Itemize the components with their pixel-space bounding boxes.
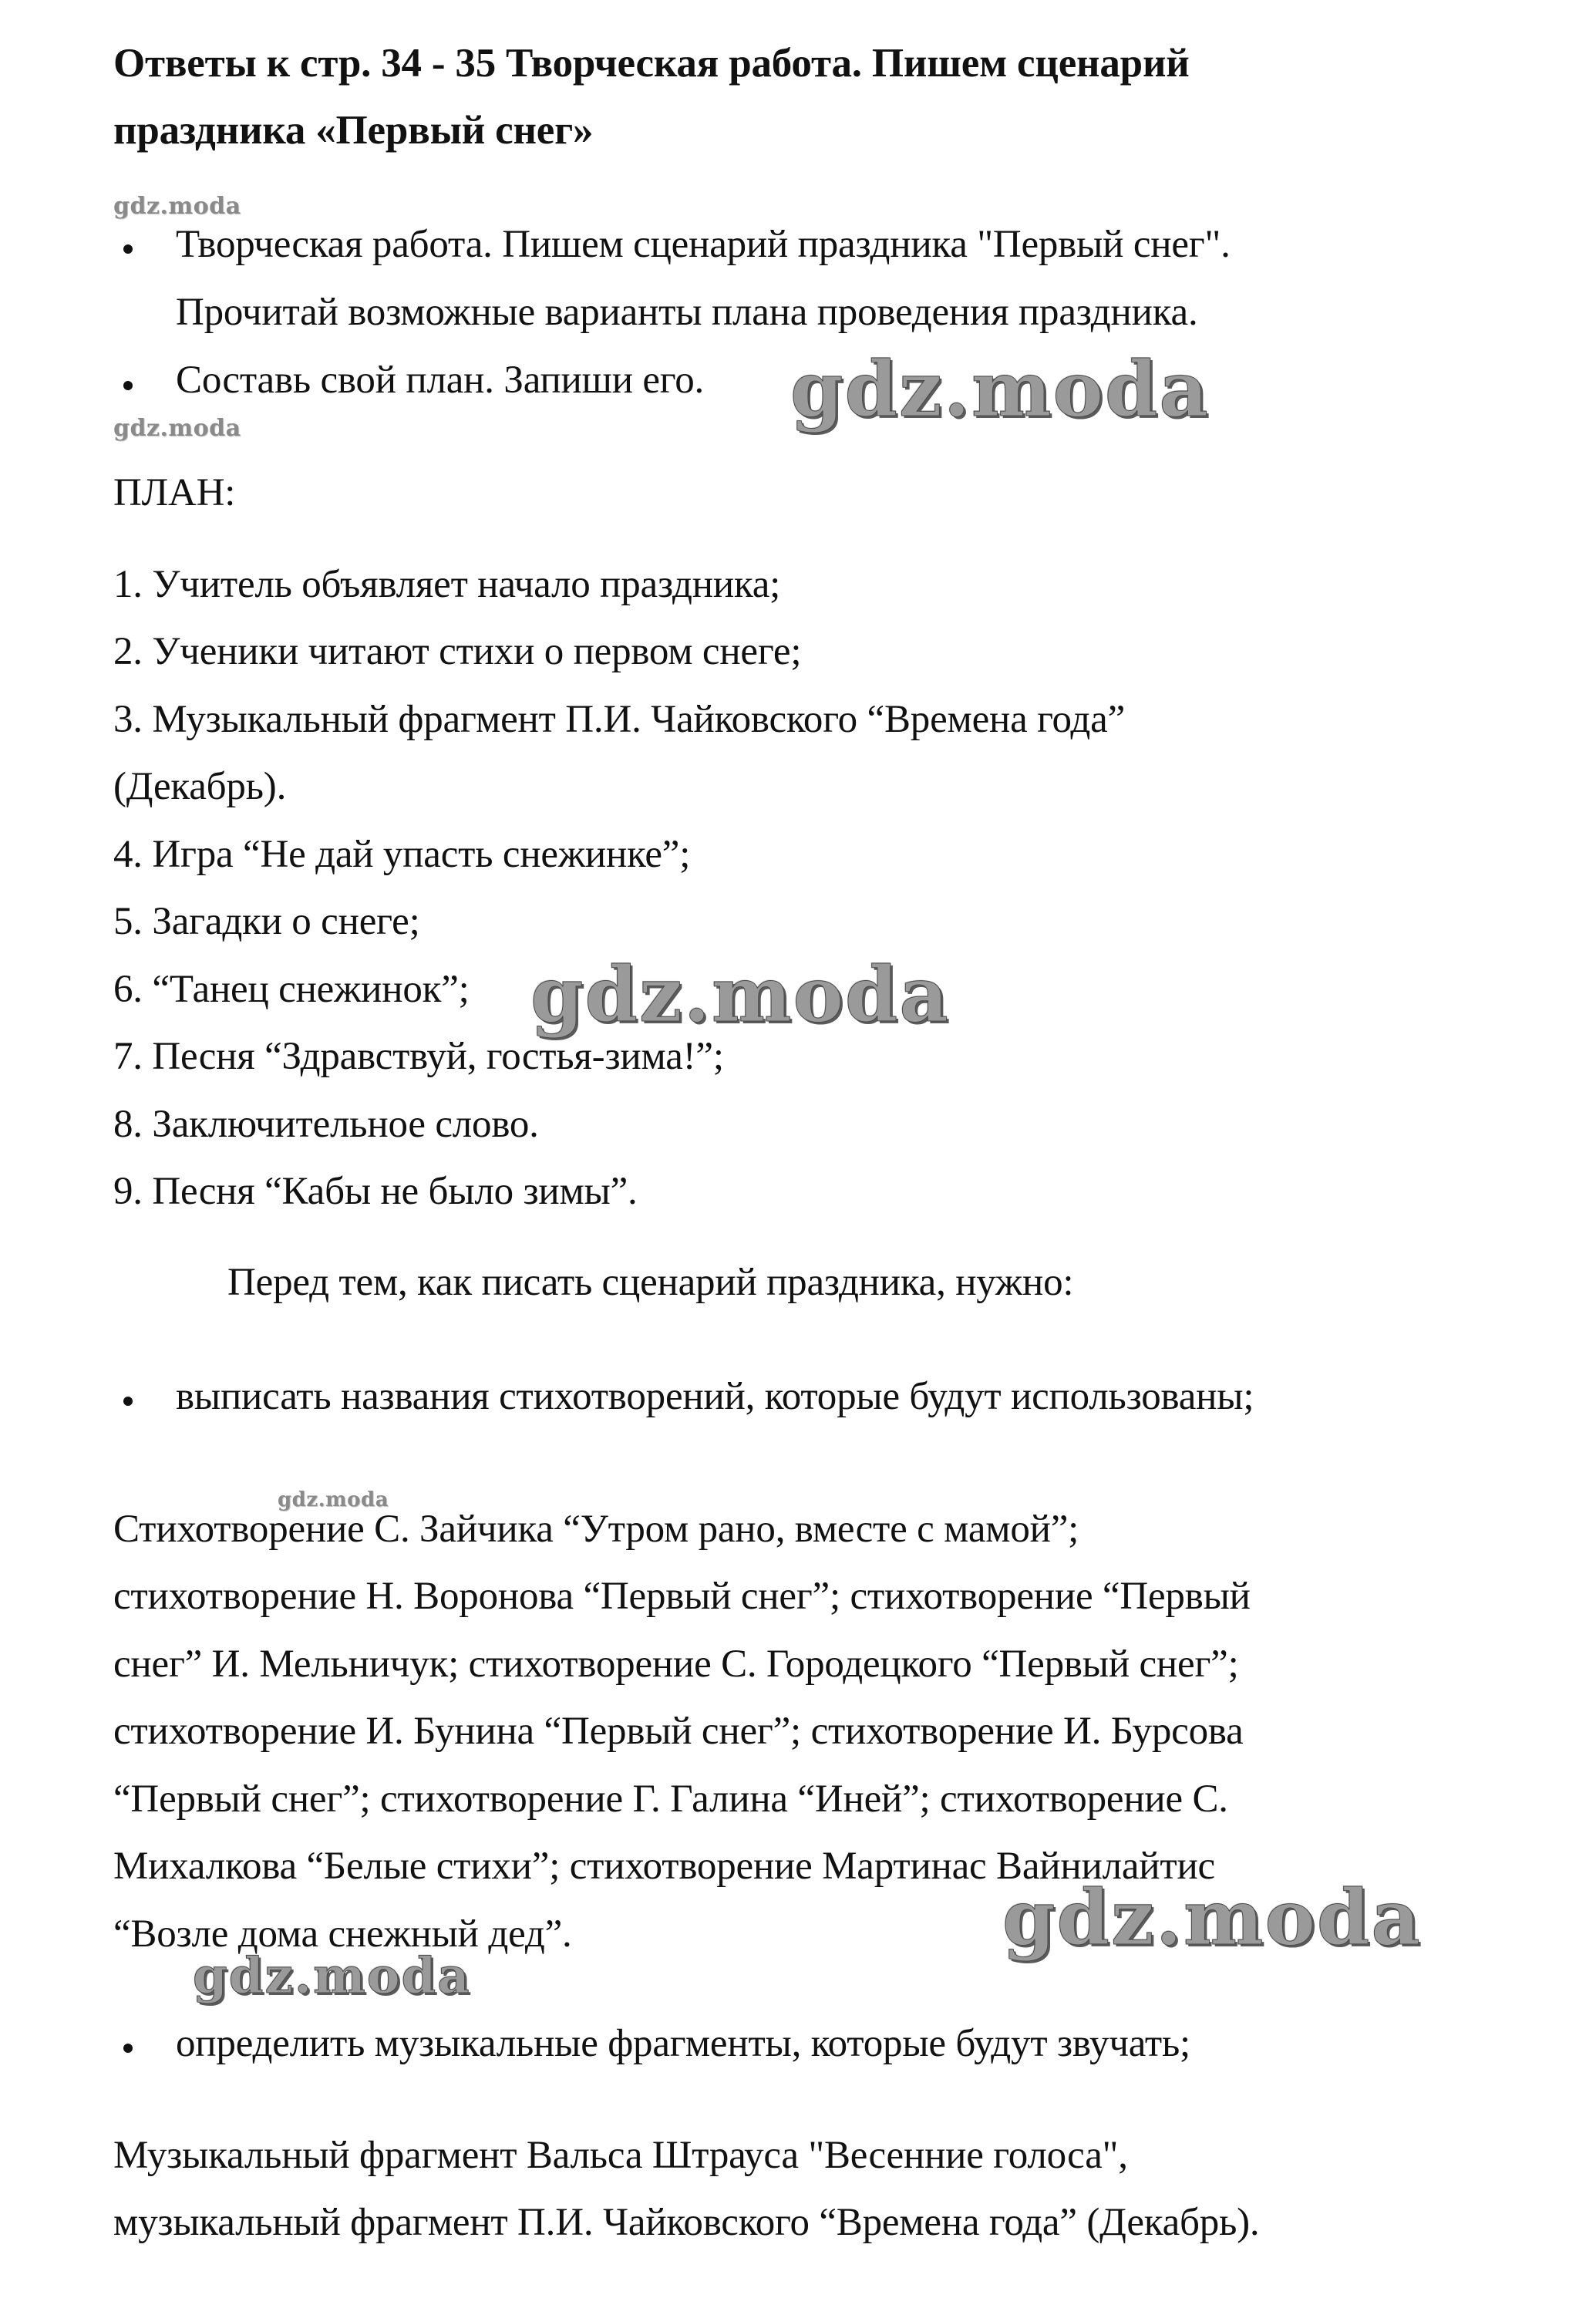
watermark-large: gdz.moda — [1002, 1874, 1422, 1963]
bullet-dot — [123, 244, 133, 254]
music-line: музыкальный фрагмент П.И. Чайковского “Времена года” (Декабрь). — [113, 2201, 1260, 2244]
bullet-dot — [123, 381, 133, 390]
plan-item: 2. Ученики читают стихи о первом снеге; — [113, 630, 802, 673]
plan-heading: ПЛАН: — [113, 471, 236, 514]
plan-item: (Декабрь). — [113, 765, 287, 808]
music-line: Музыкальный фрагмент Вальса Штрауса "Весенние голоса", — [113, 2134, 1128, 2177]
watermark-large: gdz.moda — [530, 951, 950, 1040]
plan-item: 8. Заключительное слово. — [113, 1103, 539, 1146]
watermark-medium: gdz.moda — [193, 1947, 471, 2005]
watermark-small: gdz.moda — [278, 1488, 389, 1511]
watermark-small: gdz.moda — [113, 193, 241, 220]
plan-item: 3. Музыкальный фрагмент П.И. Чайковского “Времена года” — [113, 698, 1126, 741]
poems-line: стихотворение И. Бунина “Первый снег”; стихотворение И. Бурсова — [113, 1710, 1244, 1753]
bullet-dot — [123, 1397, 133, 1406]
intro-bullet-1-line-2: Прочитай возможные варианты плана проведения праздника. — [176, 291, 1198, 334]
plan-item: 4. Игра “Не дай упасть снежинке”; — [113, 833, 691, 876]
poems-line: Михалкова “Белые стихи”; стихотворение Мартинас Вайнилайтис — [113, 1845, 1215, 1888]
plan-item: 5. Загадки о снеге; — [113, 900, 420, 943]
watermark-large: gdz.moda — [790, 345, 1210, 434]
poems-line: стихотворение Н. Воронова “Первый снег”; стихотворение “Первый — [113, 1575, 1251, 1618]
poems-line: Стихотворение С. Зайчика “Утром рано, вместе с мамой”; — [113, 1508, 1079, 1551]
music-bullet: определить музыкальные фрагменты, которые будут звучать; — [176, 2022, 1191, 2065]
page-title-line-2: праздника «Первый снег» — [113, 108, 594, 153]
plan-item: 7. Песня “Здравствуй, гостья-зима!”; — [113, 1035, 724, 1078]
intro-bullet-1-line-1: Творческая работа. Пишем сценарий праздника "Первый снег". — [176, 223, 1231, 266]
plan-item: 6. “Танец снежинок”; — [113, 968, 470, 1011]
bullet-dot — [123, 2044, 133, 2053]
page-title-line-1: Ответы к стр. 34 - 35 Творческая работа. Пишем сценарий — [113, 41, 1190, 86]
poems-line: снег” И. Мельничук; стихотворение С. Городецкого “Первый снег”; — [113, 1643, 1239, 1686]
before-writing-text: Перед тем, как писать сценарий праздника, нужно: — [227, 1261, 1074, 1304]
poems-line: “Возле дома снежный дед”. — [113, 1912, 572, 1956]
plan-item: 1. Учитель объявляет начало праздника; — [113, 563, 781, 606]
poems-line: “Первый снег”; стихотворение Г. Галина “Иней”; стихотворение С. — [113, 1778, 1228, 1821]
poems-bullet: выписать названия стихотворений, которые будут использованы; — [176, 1375, 1254, 1418]
intro-bullet-2: Составь свой план. Запиши его. — [176, 359, 705, 402]
plan-item: 9. Песня “Кабы не было зимы”. — [113, 1170, 638, 1213]
watermark-small: gdz.moda — [113, 415, 241, 442]
